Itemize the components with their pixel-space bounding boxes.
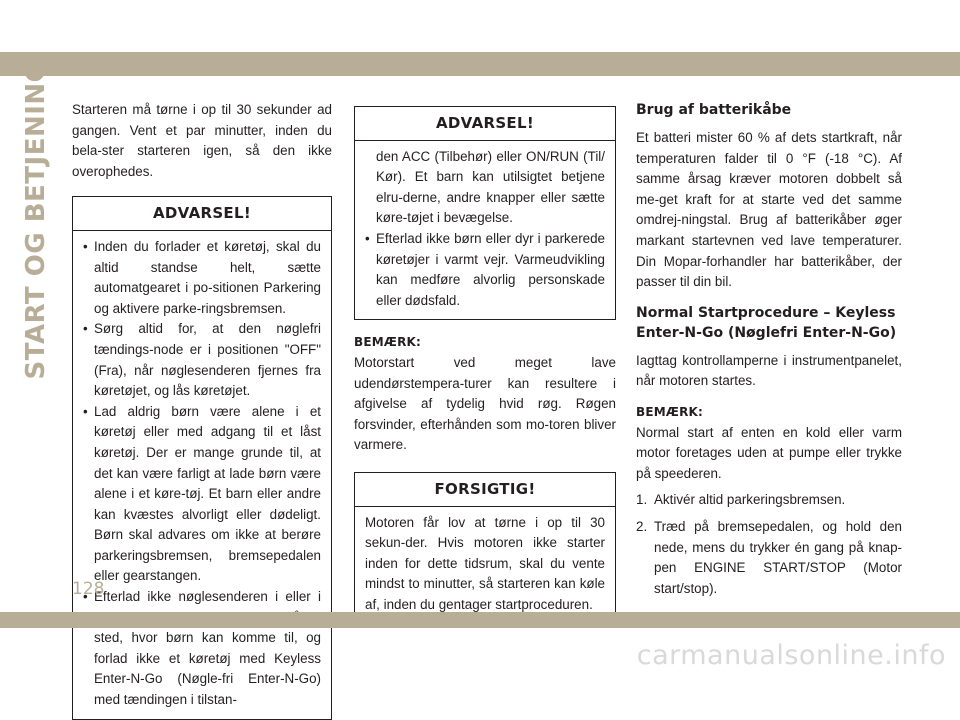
page-number: 128 bbox=[72, 579, 105, 599]
step-number: 2. bbox=[636, 518, 648, 534]
step-item bbox=[636, 517, 902, 599]
warning-item: • Sørg altid for, at den nøglefri tændings-node er i positionen "OFF" (Fra), når nøglesenderen fjernes fra køretøjet, og lås køretøjet. bbox=[83, 319, 321, 401]
note-label: BEMÆRK: bbox=[354, 335, 422, 350]
step-text: Træd på bremsepedalen, og hold den nede, mens du trykker én gang på knap-pen ENGINE START/STOP (Motor start/stop). bbox=[654, 518, 902, 596]
header-stripe bbox=[0, 52, 960, 76]
watermark: carmanualsonline.info bbox=[636, 640, 946, 671]
paragraph: Et batteri mister 60 % af dets startkraft, når temperaturen falder til 0 °F (-18 °C). Af samme årsag kræver motoren dobbelt så me-get kraft for at starte ved det samme omdrej-ningstal. Brug af batterikåber øger markant startevnen ved lave temperaturer. Din Mopar-forhandler har batterikåber, der passer til din bil. bbox=[636, 130, 902, 290]
intro-paragraph: Starteren må tørne i op til 30 sekunder ad gangen. Vent et par minutter, inden du bela-ster starteren igen, så den ikke overophedes. bbox=[72, 102, 332, 179]
warning-item: • Efterlad ikke børn eller dyr i parkerede køretøjer i varmt vejr. Varmeudvikling kan medføre alvorlig personskade eller dødsfald. bbox=[365, 229, 605, 311]
warning-item: • Efterlad ikke nøglesenderen i eller i sted, hvor børn kan komme til, og forlad ikke et køretøj med Keyless Enter-N-Go (Nøgle-fri Enter-N-Go) med tændingen i tilstan- bbox=[83, 587, 321, 711]
note-block bbox=[636, 402, 902, 484]
warning-title: ADVARSEL! bbox=[355, 107, 615, 141]
caution-box bbox=[354, 472, 616, 625]
note-text: Motorstart ved meget lave udendørstempera-turer kan resultere i afgivelse af tydelig hvid røg. Røgen forsvinder, efterhånden som mo-toren bliver varmere. bbox=[354, 354, 616, 453]
note-block bbox=[354, 332, 616, 456]
section-heading: Normal Startprocedure – Keyless Enter-N-Go (Nøglefri Enter-N-Go) bbox=[636, 304, 897, 341]
caution-text: Motoren får lov at tørne i op til 30 sekun-der. Hvis motoren ikke starter inden for dette tidsrum, skal du vente mindst to minutter, så starteren kan køle af, inden du gentager startproceduren. bbox=[365, 514, 605, 612]
column-right bbox=[636, 100, 902, 599]
footer-stripe bbox=[0, 612, 960, 628]
section-label-text: START OG BETJENING bbox=[21, 60, 51, 380]
warning-title: ADVARSEL! bbox=[73, 197, 331, 231]
step-text: Aktivér altid parkeringsbremsen. bbox=[654, 492, 846, 508]
warning-item: • Lad aldrig børn være alene i et køretøj eller med adgang til et låst køretøj. Der er mange grunde til, at det kan være farligt at lade børn være alene i et køre-tøj. Et barn eller andre kan kvæstes alvorligt eller dødeligt. Børn skal advares om ikke at berøre parkeringsbremsen, bremsepedalen eller gearstangen. bbox=[83, 402, 321, 587]
warning-continuation: den ACC (Tilbehør) eller ON/RUN (Til/ Kør). Et barn kan utilsigtet betjene elru-derne, andre knapper eller sætte køre-tøjet i bevægelse. bbox=[376, 148, 605, 226]
section-side-label bbox=[19, 60, 53, 380]
caution-title: FORSIGTIG! bbox=[355, 473, 615, 507]
note-label: BEMÆRK: bbox=[636, 404, 704, 419]
step-item bbox=[636, 490, 902, 511]
column-middle bbox=[354, 106, 616, 624]
paragraph: Iagttag kontrollamperne i instrumentpanelet, når motoren startes. bbox=[636, 352, 902, 389]
warning-body bbox=[73, 231, 331, 719]
note-text: Normal start af enten en kold eller varm motor foretages uden at pumpe eller trykke på speederen. bbox=[636, 424, 902, 481]
warning-item: • Inden du forlader et køretøj, skal du altid standse helt, sætte automatgearet i po-sitionen Parkering og aktivere parke-ringsbremsen. bbox=[83, 237, 321, 319]
section-heading: Brug af batterikåbe bbox=[636, 102, 792, 118]
warning-body bbox=[355, 141, 615, 320]
warning-box-continued bbox=[354, 106, 616, 320]
warning-box bbox=[72, 196, 332, 719]
step-number: 1. bbox=[636, 492, 648, 508]
caution-body bbox=[355, 507, 615, 624]
step-list bbox=[636, 490, 902, 599]
